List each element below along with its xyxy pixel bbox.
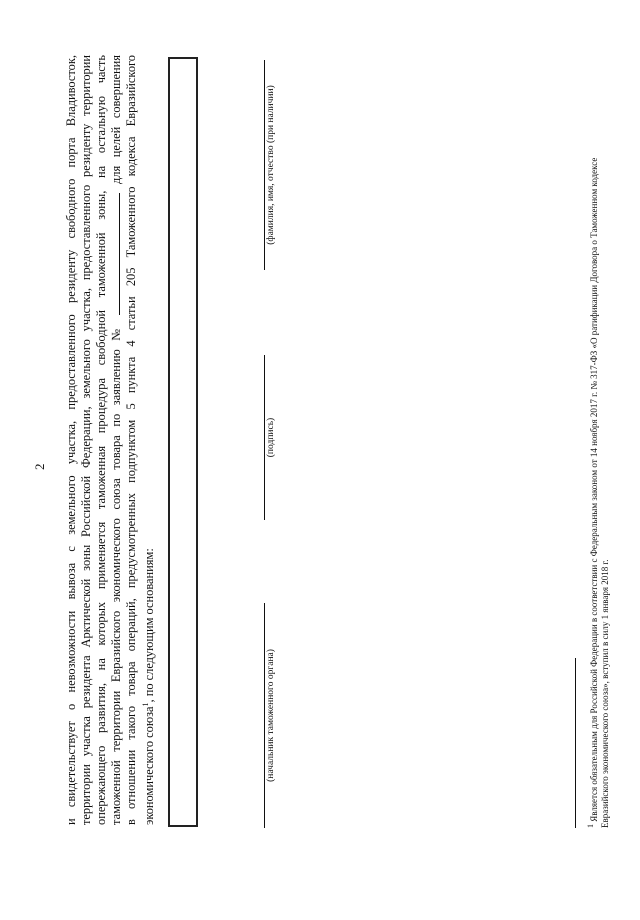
- body-line: в отношении такого товара операций, предусмотренных подпунктом 5 пункта 4 статьи 205 Таможенного кодекса Евразийского: [123, 55, 138, 825]
- footnote-reference: 1: [140, 702, 150, 707]
- footnote-marker: 1: [586, 824, 595, 828]
- footnote-separator: [575, 658, 576, 828]
- grounds-input-box: [168, 57, 198, 827]
- body-line: территории участка резидента Арктической зоны Российской Федерации, земельного участка, предоставленного резиденту территории: [78, 55, 93, 825]
- body-line: опережающего развития, на которых применяется таможенная процедура свободной таможенной зоны, на остальную часть: [93, 55, 108, 825]
- signature-caption: (подпись): [266, 417, 276, 458]
- body-paragraph: [64, 55, 157, 825]
- footnote-text: Является обязательным для Российской Федерации в соответствии с Федеральным законом от 14 ноября 2017 г. № 317-ФЗ «О ратификации Договора о Таможенном кодексе: [589, 157, 599, 822]
- body-line-text: таможенной территории Евразийского экономического союза товара по заявлению №: [108, 323, 123, 825]
- application-number-blank: [109, 193, 120, 315]
- body-line: [109, 55, 124, 825]
- footnote: [585, 48, 611, 828]
- body-line: [139, 55, 157, 825]
- name-caption: (фамилия, имя, отчество (при наличии): [266, 85, 276, 245]
- official-signature-line: [264, 603, 265, 828]
- signature-line: [264, 355, 265, 520]
- body-line: и свидетельствует о невозможности вывоза с земельного участка, предоставленного резиденту свободного порта Владивосток,: [64, 55, 78, 825]
- official-caption: (начальник таможенного органа): [266, 649, 276, 782]
- page-number: 2: [32, 463, 47, 470]
- body-line-text: для целей совершения: [108, 55, 123, 185]
- footnote-line: [585, 48, 600, 828]
- name-line: [264, 60, 265, 270]
- body-line-text: , по следующим основаниям:: [141, 548, 156, 703]
- footnote-line: Евразийского экономического союза», вступил в силу 1 января 2018 г.: [600, 559, 610, 828]
- body-line-text: экономического союза: [141, 706, 156, 825]
